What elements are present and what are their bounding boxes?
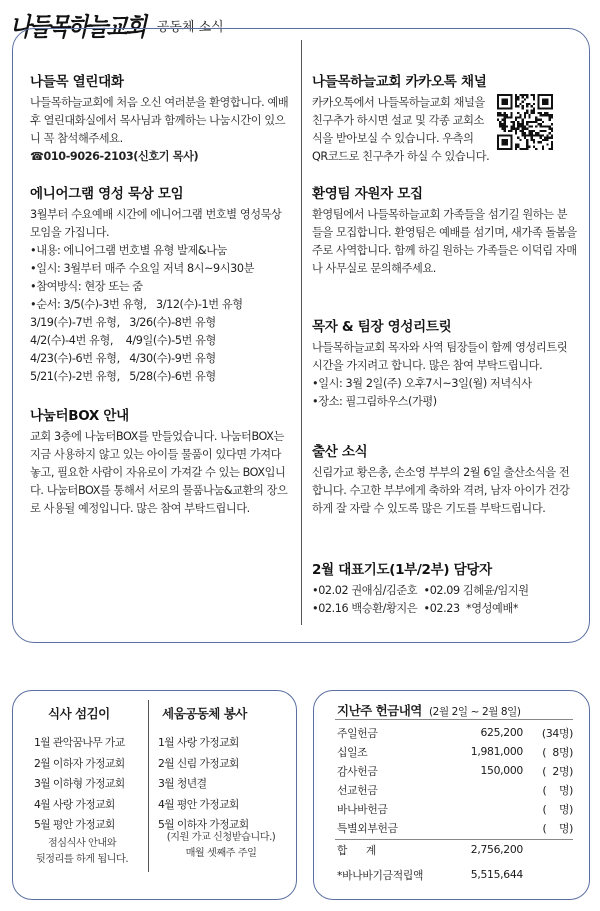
retreat-title: 목자 & 팀장 영성리트릿 <box>312 319 452 335</box>
prayer-title: 2월 대표기도(1부/2부) 담당자 <box>312 562 492 578</box>
service-item: 4월 평안 가정교회 <box>158 797 239 811</box>
finance-row-label: 십일조 <box>337 746 368 759</box>
meal-note <box>22 836 142 868</box>
finance-row-label: 감사헌금 <box>337 765 378 778</box>
finance-row-count: ( 명) <box>542 803 573 816</box>
service-item: 3월 청년결 <box>158 777 207 790</box>
retreat-body: 나들목하늘교회 목자와 사역 팀장들이 함께 영성리트릿 시간을 가지려고 합니다. 많은 참여 부탁드립니다. <box>312 341 568 372</box>
birth-body: 신림가교 황은총, 손소영 부부의 2월 6일 출산소식을 전합니다. 수고한 부부에게 축하와 격려, 남자 아이가 건강하게 잘 자랄 수 있도록 많은 기도를 부탁드립니다. <box>312 466 570 515</box>
church-logo: 나들목하늘교회 <box>10 11 145 42</box>
service-divider <box>148 700 149 872</box>
finance-row <box>337 802 573 820</box>
prayer-section <box>312 558 582 618</box>
welcome-body: 나들목하늘교회에 처음 오신 여러분을 환영합니다. 예배 후 열린대화실에서 목사님과 함께하는 나눔시간이 있으니 꼭 참석해주세요. <box>30 96 289 145</box>
finance-row-label: 특별외부헌금 <box>337 822 398 835</box>
finance-row <box>337 821 573 839</box>
finance-row <box>337 764 573 782</box>
service-note <box>150 830 292 862</box>
birth-section <box>312 440 577 518</box>
enneagram-line: •순서: 3/5(수)-3번 유형, 3/12(수)-1번 유형 <box>30 298 243 311</box>
service-list <box>158 733 249 836</box>
service-item: 2월 신림 가정교회 <box>158 756 239 770</box>
meal-title: 식사 섬김이 <box>48 706 110 721</box>
welcome-contact: ☎010-9026-2103(신호기 목사) <box>30 150 199 163</box>
enneagram-line: 3/19(수)-7번 유형, 3/26(수)-8번 유형 <box>30 316 216 329</box>
finance-row-count: ( 명) <box>542 822 573 835</box>
enneagram-line: 5/21(수)-2번 유형, 5/28(수)-6번 유형 <box>30 370 216 383</box>
finance-row-amount: 1,981,000 <box>470 745 523 758</box>
box-body: 교회 3층에 나눔터BOX를 만들었습니다. 나눔터BOX는 지금 사용하지 않고 있는 아이들 물품이 있다면 가져다 놓고, 필요한 사람이 자유로이 가져갈 수 있는 BOX입니다. 나눔터BOX를 통해서 서로의 물품나눔&교환의 장으로 사용될 예정입니다. 많은 참여 부탁드립니다. <box>30 430 288 515</box>
meal-item: 4월 사랑 가정교회 <box>34 797 115 811</box>
finance-barnabas-row <box>337 868 573 886</box>
service-item: 5월 이하자 가정교회 <box>158 818 249 831</box>
finance-header <box>337 700 521 719</box>
service-title: 세움공동체 봉사 <box>162 706 247 721</box>
finance-row-count: (34명) <box>541 727 573 740</box>
kakao-title: 나들목하늘교회 카카오톡 채널 <box>312 74 487 90</box>
prayer-line: •02.02 권애심/김준호 •02.09 김혜윤/임지원 <box>312 584 529 597</box>
column-divider <box>301 40 302 625</box>
finance-row-count: ( 8명) <box>542 746 573 759</box>
enneagram-line: •참여방식: 현장 또는 줌 <box>30 280 143 293</box>
finance-row <box>337 745 573 763</box>
finance-row <box>337 783 573 801</box>
finance-total-row <box>337 843 573 861</box>
finance-row-label: 주일헌금 <box>337 727 378 740</box>
meal-note-line: 점심식사 안내와 <box>47 838 117 849</box>
service-item: 1월 사랑 가정교회 <box>158 736 239 749</box>
finance-total-rule <box>335 839 573 840</box>
welcome-section <box>30 70 292 166</box>
finance-total-label: 합 계 <box>337 844 377 857</box>
finance-row-amount: 625,200 <box>480 726 523 739</box>
page-title: 공동체 소식 <box>156 19 224 35</box>
meal-item: 2월 이하자 가정교회 <box>34 756 125 770</box>
box-title: 나눔터BOX 안내 <box>30 408 129 424</box>
service-note-line: 매월 셋째주 주일 <box>185 848 257 859</box>
finance-row-label: 바나바헌금 <box>337 803 388 816</box>
welcome-team-title: 환영팀 자원자 모집 <box>312 186 423 202</box>
welcome-team-body: 환영팀에서 나들목하늘교회 가족들을 섬기길 원하는 분들을 모집합니다. 환영팀은 예배를 섬기며, 새가족 돌봄을 주로 사역합니다. 함께 하길 원하는 가족들은 이덕림 자매나 사무실로 문의해주세요. <box>312 208 577 275</box>
kakao-body: 카카오톡에서 나들목하늘교회 채널을 친구추가 하시면 설교 및 각종 교회소식을 받아보실 수 있습니다. 우측의 QR코드로 친구추가 하실 수 있습니다. <box>312 96 490 163</box>
enneagram-line: •일시: 3월부터 매주 수요일 저녁 8시~9시30분 <box>30 262 255 275</box>
meal-list <box>34 733 125 836</box>
service-note-line: (지원 가교 신청받습니다.) <box>166 832 276 843</box>
birth-title: 출산 소식 <box>312 444 368 460</box>
box-section <box>30 404 292 518</box>
finance-period: (2월 2일 ~ 2월 8일) <box>428 706 521 718</box>
finance-row-count: ( 2명) <box>542 765 573 778</box>
meal-item: 3월 이하형 가정교회 <box>34 777 125 790</box>
enneagram-body: 3월부터 수요예배 시간에 에니어그램 번호별 영성묵상 모임을 가집니다. <box>30 208 282 239</box>
finance-barnabas-label: *바나바기금적립액 <box>337 869 424 882</box>
retreat-place: •장소: 필그림하우스(가평) <box>312 395 437 408</box>
enneagram-line: 4/23(수)-6번 유형, 4/30(수)-9번 유형 <box>30 352 216 365</box>
finance-row-amount: 150,000 <box>480 764 523 777</box>
finance-title-rule <box>335 719 573 720</box>
meal-item: 5월 평안 가정교회 <box>34 818 115 831</box>
finance-row-label: 선교헌금 <box>337 784 378 797</box>
finance-total-amount: 2,756,200 <box>470 843 523 856</box>
enneagram-line: •내용: 에니어그램 번호별 유형 발제&나눔 <box>30 244 228 257</box>
enneagram-section <box>30 182 298 386</box>
kakao-qr-code[interactable] <box>497 94 553 150</box>
meal-item: 1월 관악꿈나무 가교 <box>34 736 125 749</box>
finance-row-count: ( 명) <box>542 784 573 797</box>
enneagram-title: 에니어그램 영성 묵상 모임 <box>30 186 184 202</box>
welcome-title: 나들목 열린대화 <box>30 74 124 90</box>
finance-row <box>337 726 573 744</box>
finance-title: 지난주 헌금내역 <box>337 703 422 718</box>
retreat-section <box>312 315 577 411</box>
retreat-date: •일시: 3월 2일(주) 오후7시~3일(월) 저녁식사 <box>312 377 532 390</box>
welcome-team-section <box>312 182 577 278</box>
enneagram-line: 4/2(수)-4번 유형, 4/9일(수)-5번 유형 <box>30 334 216 347</box>
meal-note-line: 뒷정리를 하게 됩니다. <box>35 854 129 865</box>
prayer-line: •02.16 백승환/황지은 •02.23 *영성예배* <box>312 602 519 615</box>
finance-barnabas-amount: 5,515,644 <box>470 868 523 881</box>
